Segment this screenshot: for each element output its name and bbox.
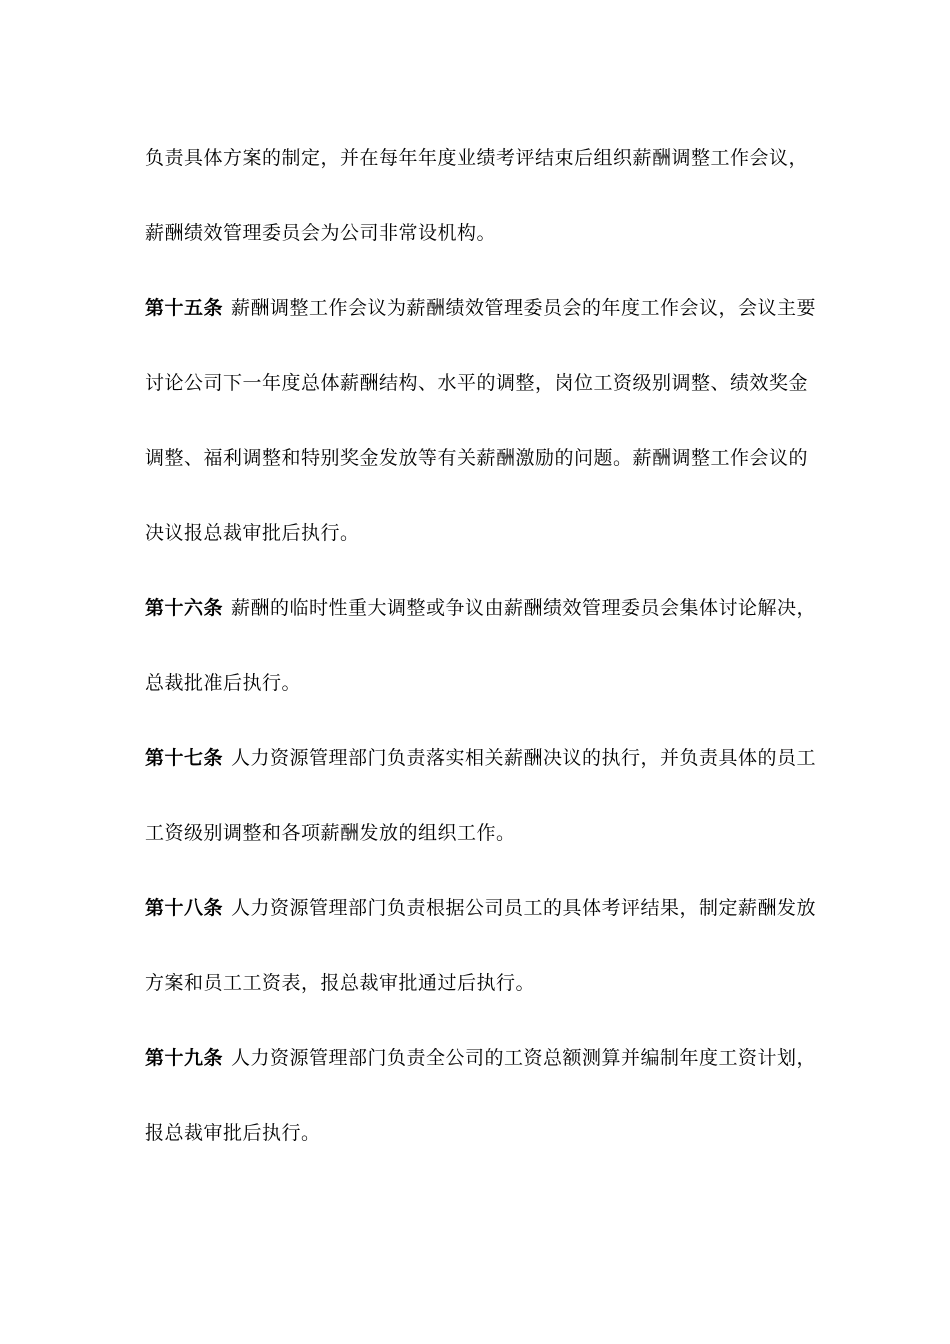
line-text: 人力资源管理部门负责根据公司员工的具体考评结果，制定薪酬发放 xyxy=(231,897,817,919)
line-text: 薪酬的临时性重大调整或争议由薪酬绩效管理委员会集体讨论解决， xyxy=(231,597,817,619)
line-text: 调整、福利调整和特别奖金发放等有关薪酬激励的问题。薪酬调整工作会议的 xyxy=(145,447,809,469)
text-line-14 xyxy=(145,1120,810,1146)
article-16-line xyxy=(145,595,817,621)
line-text: 薪酬绩效管理委员会为公司非常设机构。 xyxy=(145,222,497,244)
line-text: 总裁批准后执行。 xyxy=(145,672,302,694)
article-15-label: 第十五条 xyxy=(145,297,224,319)
line-text: 工资级别调整和各项薪酬发放的组织工作。 xyxy=(145,822,516,844)
article-18-label: 第十八条 xyxy=(145,897,224,919)
line-text: 薪酬调整工作会议为薪酬绩效管理委员会的年度工作会议，会议主要 xyxy=(231,297,817,319)
article-19-line xyxy=(145,1045,817,1071)
text-line-6 xyxy=(145,520,810,546)
line-text: 人力资源管理部门负责落实相关薪酬决议的执行，并负责具体的员工 xyxy=(231,747,817,769)
article-15-line xyxy=(145,295,817,321)
text-line-4 xyxy=(145,370,810,396)
line-text: 方案和员工工资表，报总裁审批通过后执行。 xyxy=(145,972,536,994)
article-19-label: 第十九条 xyxy=(145,1047,224,1069)
article-17-line xyxy=(145,745,817,771)
article-17-label: 第十七条 xyxy=(145,747,224,769)
article-18-line xyxy=(145,895,817,921)
text-line-5 xyxy=(145,445,810,471)
text-line-12 xyxy=(145,970,810,996)
text-line-10 xyxy=(145,820,810,846)
line-text: 讨论公司下一年度总体薪酬结构、水平的调整，岗位工资级别调整、绩效奖金 xyxy=(145,372,809,394)
line-text: 决议报总裁审批后执行。 xyxy=(145,522,360,544)
text-line-8 xyxy=(145,670,810,696)
article-16-label: 第十六条 xyxy=(145,597,224,619)
line-text: 负责具体方案的制定，并在每年年度业绩考评结束后组织薪酬调整工作会议， xyxy=(145,147,809,169)
text-line-2 xyxy=(145,220,810,246)
line-text: 报总裁审批后执行。 xyxy=(145,1122,321,1144)
line-text: 人力资源管理部门负责全公司的工资总额测算并编制年度工资计划， xyxy=(231,1047,817,1069)
text-line-1 xyxy=(145,145,810,171)
